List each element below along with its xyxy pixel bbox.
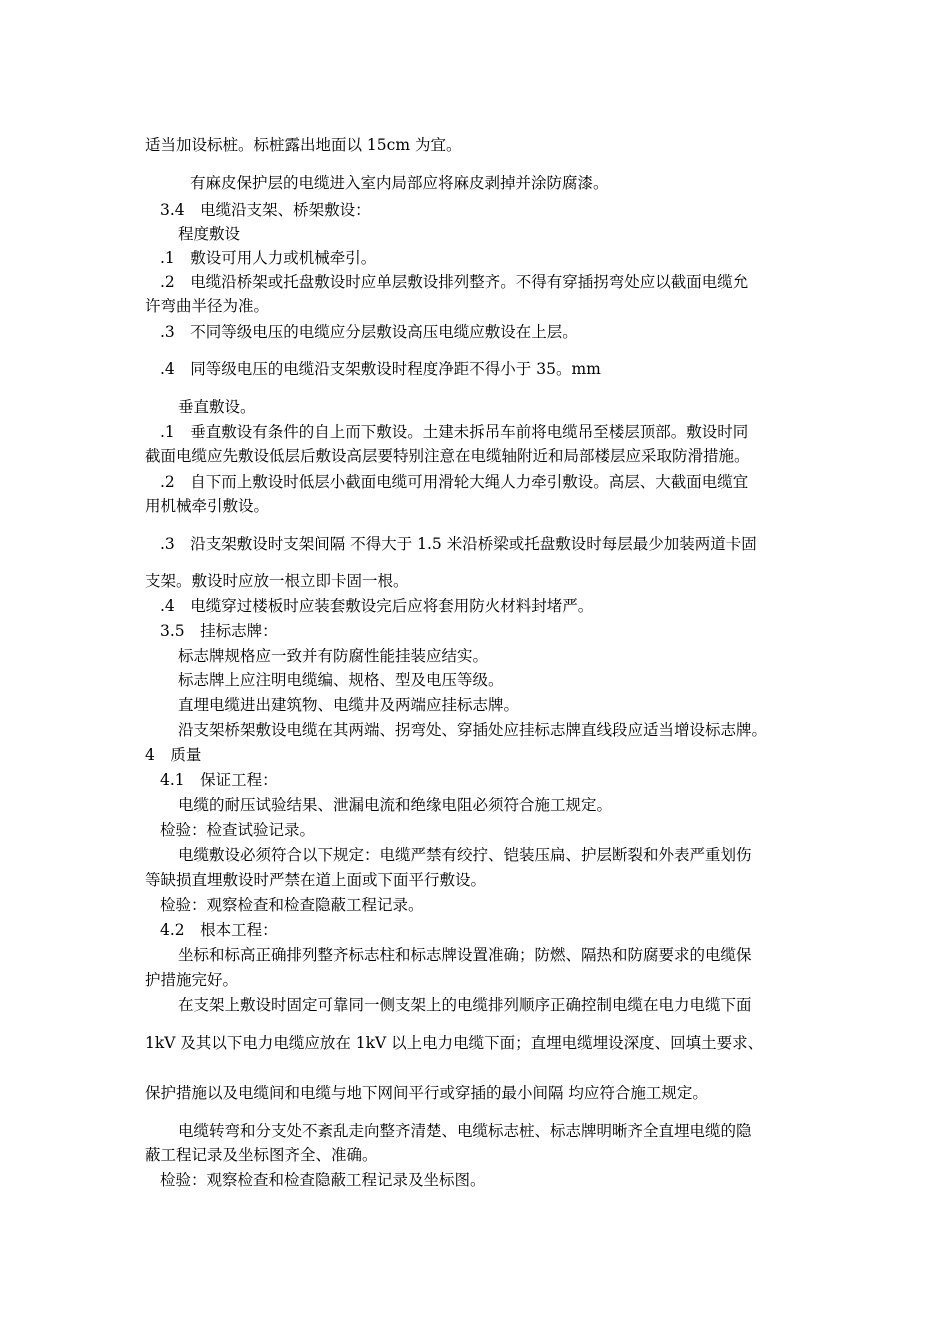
text-line: 用机械牵引敷设。 [145, 497, 270, 515]
text-line: 适当加设标桩。标桩露出地面以 15cm 为宜。 [145, 136, 462, 154]
text-line: .4 电缆穿过楼板时应装套敷设完后应将套用防火材料封堵严。 [160, 597, 594, 615]
text-line: .2 自下而上敷设时低层小截面电缆可用滑轮大绳人力牵引敷设。高层、大截面电缆宜 [160, 473, 749, 491]
text-line: 保护措施以及电缆间和电缆与地下网间平行或穿插的最小间隔 均应符合施工规定。 [145, 1084, 708, 1102]
section-heading-3-4: 3.4 电缆沿支架、桥架敷设： [160, 201, 371, 219]
text-line: .4 同等级电压的电缆沿支架敷设时程度净距不得小于 35。mm [160, 360, 601, 378]
section-heading-4-2: 4.2 根本工程： [160, 921, 278, 939]
text-line: 蔽工程记录及坐标图齐全、准确。 [145, 1146, 378, 1164]
text-line: 护措施完好。 [145, 971, 239, 989]
text-line: .1 垂直敷设有条件的自上而下敷设。土建未拆吊车前将电缆吊至楼层顶部。敷设时同 [160, 423, 749, 441]
text-line: 支架。敷设时应放一根立即卡固一根。 [145, 572, 409, 590]
text-line: 检验：检查试验记录。 [160, 821, 316, 839]
text-line: 电缆敷设必须符合以下规定：电缆严禁有绞拧、铠装压扁、护层断裂和外表严重划伤 [178, 846, 752, 864]
text-line: 坐标和标高正确排列整齐标志柱和标志牌设置准确；防燃、隔热和防腐要求的电缆保 [178, 946, 752, 964]
section-heading-4: 4 质量 [145, 746, 202, 764]
text-line: .3 不同等级电压的电缆应分层敷设高压电缆应敷设在上层。 [160, 323, 578, 341]
text-line: 许弯曲半径为准。 [145, 297, 270, 315]
text-line: 沿支架桥架敷设电缆在其两端、拐弯处、穿插处应挂标志牌直线段应适当增设标志牌。 [178, 721, 768, 739]
section-heading-3-5: 3.5 挂标志牌： [160, 622, 278, 640]
text-line: 标志牌规格应一致并有防腐性能挂装应结实。 [178, 647, 489, 665]
text-line: 标志牌上应注明电缆编、规格、型及电压等级。 [178, 671, 504, 689]
text-line: .3 沿支架敷设时支架间隔 不得大于 1.5 米沿桥梁或托盘敷设时每层最少加装两道卡固 [160, 535, 757, 553]
text-line: .1 敷设可用人力或机械牵引。 [160, 249, 377, 267]
text-line: 1kV 及其以下电力电缆应放在 1kV 以上电力电缆下面；直埋电缆埋设深度、回填土要求、 [145, 1034, 764, 1052]
text-line: 直埋电缆进出建筑物、电缆井及两端应挂标志牌。 [178, 696, 520, 714]
text-line: 有麻皮保护层的电缆进入室内局部应将麻皮剥掉并涂防腐漆。 [190, 174, 609, 192]
text-line: 在支架上敷设时固定可靠同一侧支架上的电缆排列顺序正确控制电缆在电力电缆下面 [178, 996, 752, 1014]
text-line: 截面电缆应先敷设低层后敷设高层要特别注意在电缆轴附近和局部楼层应采取防滑措施。 [145, 447, 750, 465]
text-line: 电缆转弯和分支处不紊乱走向整齐清楚、电缆标志桩、标志牌明晰齐全直埋电缆的隐 [178, 1122, 752, 1140]
subsection-heading: 程度敷设 [178, 225, 241, 243]
text-line: .2 电缆沿桥架或托盘敷设时应单层敷设排列整齐。不得有穿插拐弯处应以截面电缆允 [160, 273, 749, 291]
text-line: 检验：观察检查和检查隐蔽工程记录。 [160, 896, 424, 914]
text-line: 检验：观察检查和检查隐蔽工程记录及坐标图。 [160, 1171, 486, 1189]
text-line: 等缺损直埋敷设时严禁在道上面或下面平行敷设。 [145, 871, 487, 889]
section-heading-4-1: 4.1 保证工程： [160, 771, 278, 789]
subsection-heading: 垂直敷设。 [178, 398, 256, 416]
text-line: 电缆的耐压试验结果、泄漏电流和绝缘电阻必须符合施工规定。 [178, 796, 613, 814]
